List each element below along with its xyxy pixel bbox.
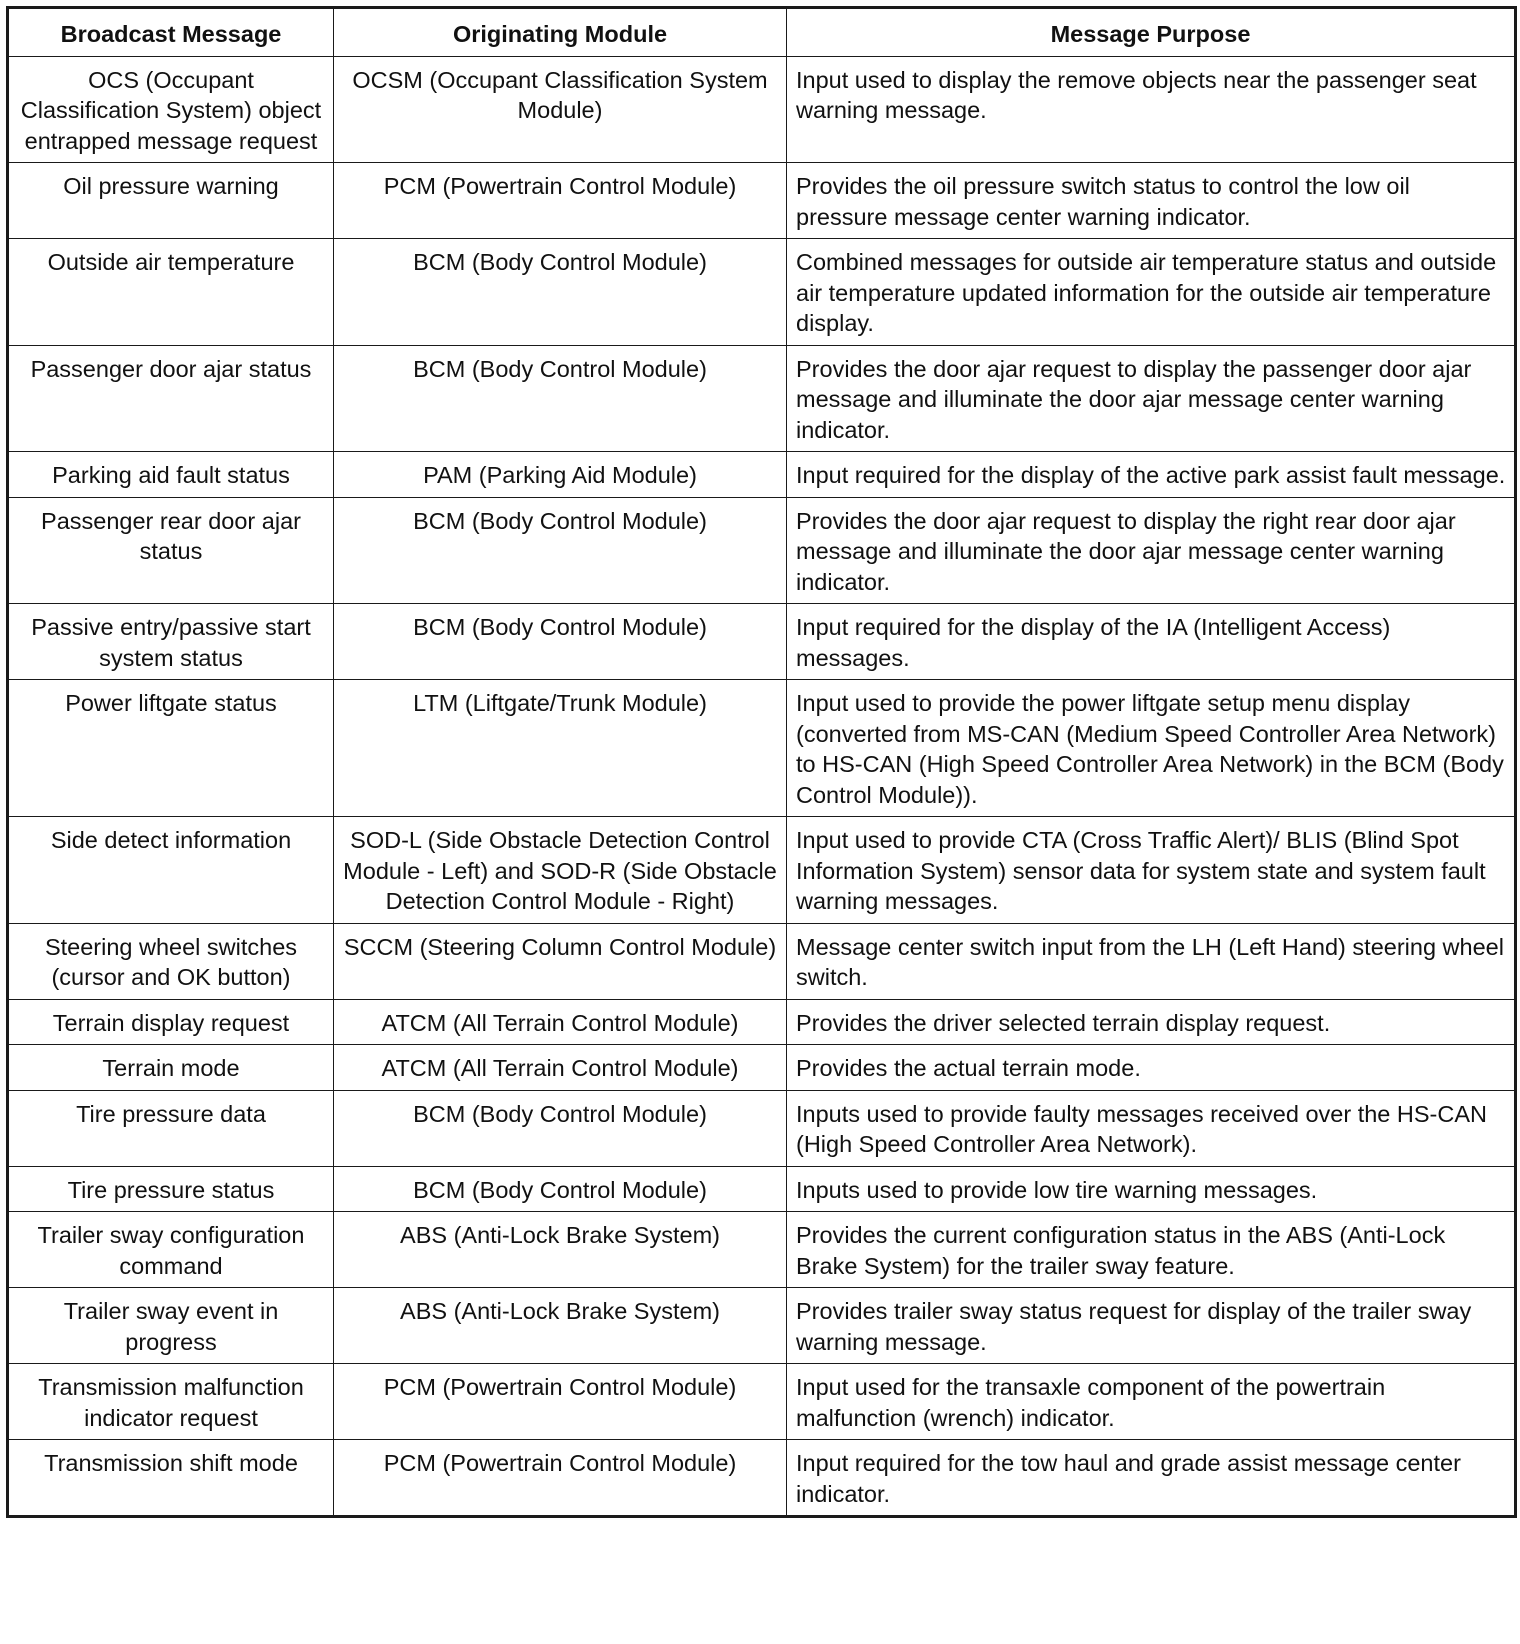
header-row [8, 8, 1516, 57]
originating-module-cell: SCCM (Steering Column Control Module) [334, 923, 787, 999]
originating-module-cell: BCM (Body Control Module) [334, 604, 787, 680]
originating-module-cell: ATCM (All Terrain Control Module) [334, 1045, 787, 1091]
table-row [8, 680, 1516, 817]
document-page [6, 6, 1514, 1518]
table-row [8, 497, 1516, 604]
broadcast-message-cell: Trailer sway event in progress [8, 1288, 334, 1364]
originating-module-cell: PAM (Parking Aid Module) [334, 452, 787, 498]
table-row [8, 1288, 1516, 1364]
message-purpose-cell: Provides the current configuration status in the ABS (Anti-Lock Brake System) for the trailer sway feature. [787, 1212, 1516, 1288]
message-purpose-cell: Provides the actual terrain mode. [787, 1045, 1516, 1091]
message-purpose-cell: Provides trailer sway status request for display of the trailer sway warning message. [787, 1288, 1516, 1364]
broadcast-message-cell: Tire pressure data [8, 1090, 334, 1166]
broadcast-message-cell: Passive entry/passive start system status [8, 604, 334, 680]
table-body [8, 56, 1516, 1517]
originating-module-cell: BCM (Body Control Module) [334, 497, 787, 604]
table-row [8, 1440, 1516, 1517]
table-row [8, 923, 1516, 999]
originating-module-cell: BCM (Body Control Module) [334, 1090, 787, 1166]
header-broadcast-message: Broadcast Message [8, 8, 334, 57]
broadcast-message-cell: Steering wheel switches (cursor and OK button) [8, 923, 334, 999]
originating-module-cell: ABS (Anti-Lock Brake System) [334, 1288, 787, 1364]
originating-module-cell: PCM (Powertrain Control Module) [334, 163, 787, 239]
broadcast-message-cell: Transmission shift mode [8, 1440, 334, 1517]
message-purpose-cell: Inputs used to provide faulty messages received over the HS-CAN (High Speed Controller Area Network). [787, 1090, 1516, 1166]
table-row [8, 345, 1516, 452]
broadcast-message-cell: Oil pressure warning [8, 163, 334, 239]
originating-module-cell: OCSM (Occupant Classification System Module) [334, 56, 787, 163]
message-purpose-cell: Inputs used to provide low tire warning messages. [787, 1166, 1516, 1212]
table-row [8, 1166, 1516, 1212]
message-purpose-cell: Combined messages for outside air temperature status and outside air temperature updated information for the outside air temperature display. [787, 239, 1516, 346]
broadcast-message-cell: Power liftgate status [8, 680, 334, 817]
originating-module-cell: BCM (Body Control Module) [334, 345, 787, 452]
broadcast-message-cell: Transmission malfunction indicator request [8, 1364, 334, 1440]
table-row [8, 1212, 1516, 1288]
broadcast-message-cell: Terrain mode [8, 1045, 334, 1091]
originating-module-cell: SOD-L (Side Obstacle Detection Control Module - Left) and SOD-R (Side Obstacle Detection Control Module - Right) [334, 817, 787, 924]
table-row [8, 452, 1516, 498]
originating-module-cell: PCM (Powertrain Control Module) [334, 1440, 787, 1517]
originating-module-cell: PCM (Powertrain Control Module) [334, 1364, 787, 1440]
message-purpose-cell: Input used to provide the power liftgate setup menu display (converted from MS-CAN (Medium Speed Controller Area Network) to HS-CAN (High Speed Controller Area Network) in the BCM (Body Control Module)). [787, 680, 1516, 817]
message-purpose-cell: Input required for the display of the active park assist fault message. [787, 452, 1516, 498]
table-row [8, 604, 1516, 680]
message-purpose-cell: Input required for the tow haul and grade assist message center indicator. [787, 1440, 1516, 1517]
originating-module-cell: ATCM (All Terrain Control Module) [334, 999, 787, 1045]
table-row [8, 1090, 1516, 1166]
table-row [8, 1364, 1516, 1440]
originating-module-cell: LTM (Liftgate/Trunk Module) [334, 680, 787, 817]
table-row [8, 999, 1516, 1045]
originating-module-cell: ABS (Anti-Lock Brake System) [334, 1212, 787, 1288]
message-purpose-cell: Input required for the display of the IA (Intelligent Access) messages. [787, 604, 1516, 680]
message-purpose-cell: Provides the oil pressure switch status to control the low oil pressure message center warning indicator. [787, 163, 1516, 239]
broadcast-message-cell: Side detect information [8, 817, 334, 924]
message-purpose-cell: Input used for the transaxle component of the powertrain malfunction (wrench) indicator. [787, 1364, 1516, 1440]
broadcast-message-cell: Passenger rear door ajar status [8, 497, 334, 604]
originating-module-cell: BCM (Body Control Module) [334, 1166, 787, 1212]
message-purpose-cell: Message center switch input from the LH (Left Hand) steering wheel switch. [787, 923, 1516, 999]
table-header [8, 8, 1516, 57]
table-row [8, 239, 1516, 346]
broadcast-message-cell: Outside air temperature [8, 239, 334, 346]
header-message-purpose: Message Purpose [787, 8, 1516, 57]
broadcast-message-cell: Passenger door ajar status [8, 345, 334, 452]
message-purpose-cell: Provides the door ajar request to display the right rear door ajar message and illuminate the door ajar message center warning indicator. [787, 497, 1516, 604]
broadcast-message-cell: Trailer sway configuration command [8, 1212, 334, 1288]
broadcast-message-cell: Terrain display request [8, 999, 334, 1045]
message-purpose-cell: Input used to provide CTA (Cross Traffic Alert)/ BLIS (Blind Spot Information System) sensor data for system state and system fault warning messages. [787, 817, 1516, 924]
table-row [8, 817, 1516, 924]
broadcast-message-table [6, 6, 1517, 1518]
table-row [8, 1045, 1516, 1091]
originating-module-cell: BCM (Body Control Module) [334, 239, 787, 346]
table-row [8, 163, 1516, 239]
broadcast-message-cell: Tire pressure status [8, 1166, 334, 1212]
header-originating-module: Originating Module [334, 8, 787, 57]
message-purpose-cell: Input used to display the remove objects near the passenger seat warning message. [787, 56, 1516, 163]
message-purpose-cell: Provides the door ajar request to display the passenger door ajar message and illuminate the door ajar message center warning indicator. [787, 345, 1516, 452]
table-row [8, 56, 1516, 163]
broadcast-message-cell: Parking aid fault status [8, 452, 334, 498]
message-purpose-cell: Provides the driver selected terrain display request. [787, 999, 1516, 1045]
broadcast-message-cell: OCS (Occupant Classification System) object entrapped message request [8, 56, 334, 163]
